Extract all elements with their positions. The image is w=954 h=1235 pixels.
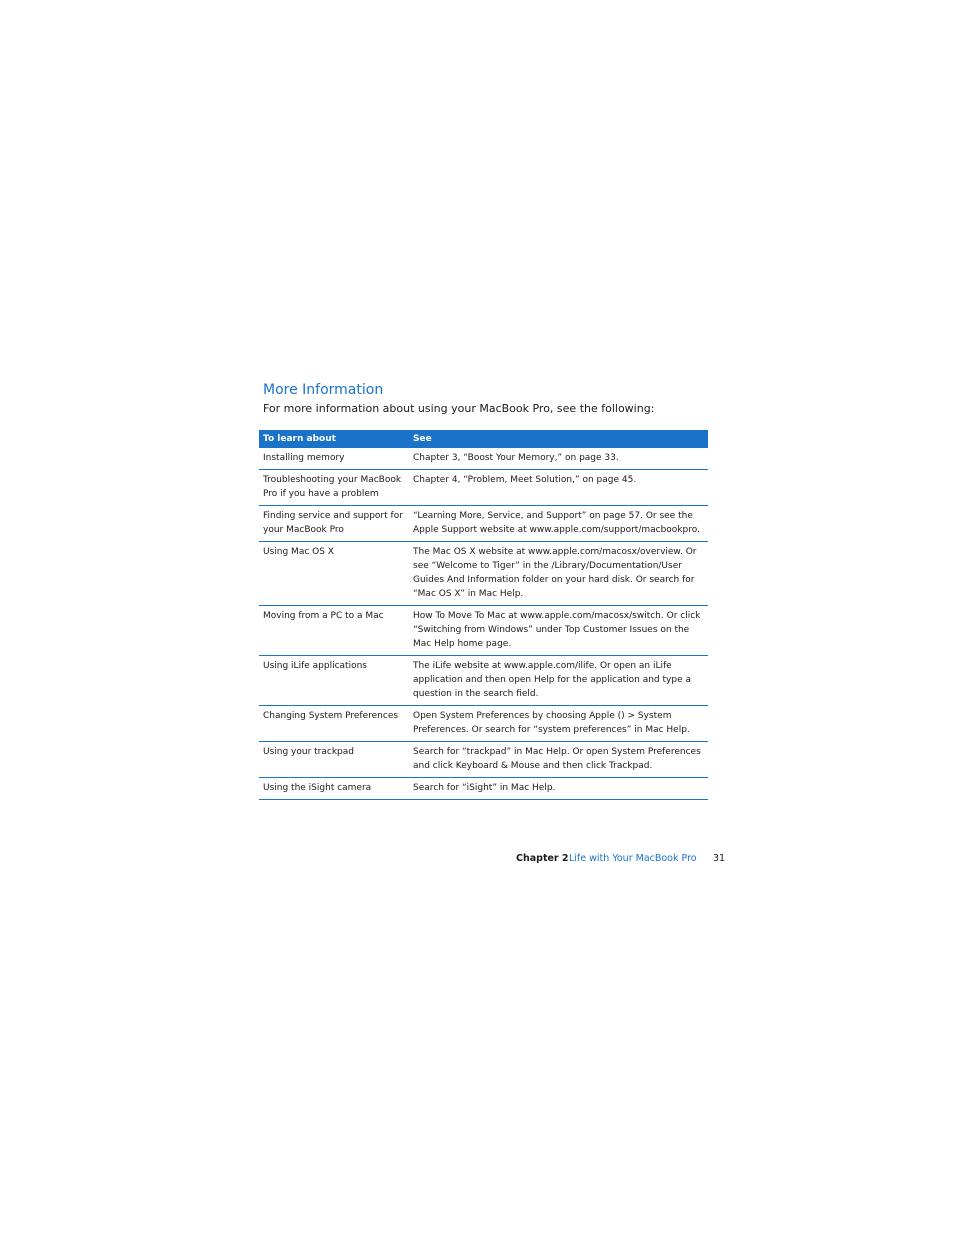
table-row (259, 706, 708, 742)
table-row (259, 606, 708, 656)
see-cell: Open System Preferences by choosing Apple () > System Preferences. Or search for “system preferences” in Mac Help. (409, 706, 708, 742)
topic-cell: Installing memory (259, 448, 409, 470)
see-cell: Search for “iSight” in Mac Help. (409, 778, 708, 800)
table-header-row (259, 430, 708, 448)
topic-cell: Troubleshooting your MacBook Pro if you have a problem (259, 470, 409, 506)
section-title: More Information (263, 382, 384, 398)
see-cell: Search for “trackpad” in Mac Help. Or open System Preferences and click Keyboard & Mouse and then click Trackpad. (409, 742, 708, 778)
column-header-topic: To learn about (259, 430, 409, 448)
see-cell: How To Move To Mac at www.apple.com/macosx/switch. Or click “Switching from Windows” under Top Customer Issues on the Mac Help home page. (409, 606, 708, 656)
table-row (259, 470, 708, 506)
topic-cell: Using Mac OS X (259, 542, 409, 606)
topic-cell: Finding service and support for your MacBook Pro (259, 506, 409, 542)
topic-cell: Changing System Preferences (259, 706, 409, 742)
intro-text: For more information about using your MacBook Pro, see the following: (263, 402, 655, 415)
table-row (259, 448, 708, 470)
topic-cell: Using the iSight camera (259, 778, 409, 800)
topic-cell: Using iLife applications (259, 656, 409, 706)
info-table (259, 430, 708, 800)
table-row (259, 656, 708, 706)
see-cell: “Learning More, Service, and Support” on page 57. Or see the Apple Support website at www.apple.com/support/macbookpro. (409, 506, 708, 542)
see-cell: Chapter 3, “Boost Your Memory,” on page 33. (409, 448, 708, 470)
topic-cell: Moving from a PC to a Mac (259, 606, 409, 656)
column-header-see: See (409, 430, 708, 448)
table-row (259, 742, 708, 778)
footer-chapter-title: Life with Your MacBook Pro (569, 853, 697, 864)
page-number: 31 (713, 853, 726, 864)
table-row (259, 506, 708, 542)
see-cell: The iLife website at www.apple.com/ilife. Or open an iLife application and then open Help for the application and type a question in the search field. (409, 656, 708, 706)
see-cell: The Mac OS X website at www.apple.com/macosx/overview. Or see “Welcome to Tiger” in the /Library/Documentation/User Guides And Information folder on your hard disk. Or search for “Mac OS X” in Mac Help. (409, 542, 708, 606)
table-row (259, 778, 708, 800)
table-row (259, 542, 708, 606)
topic-cell: Using your trackpad (259, 742, 409, 778)
footer-chapter: Chapter 2 (516, 853, 569, 864)
see-cell: Chapter 4, “Problem, Meet Solution,” on page 45. (409, 470, 708, 506)
